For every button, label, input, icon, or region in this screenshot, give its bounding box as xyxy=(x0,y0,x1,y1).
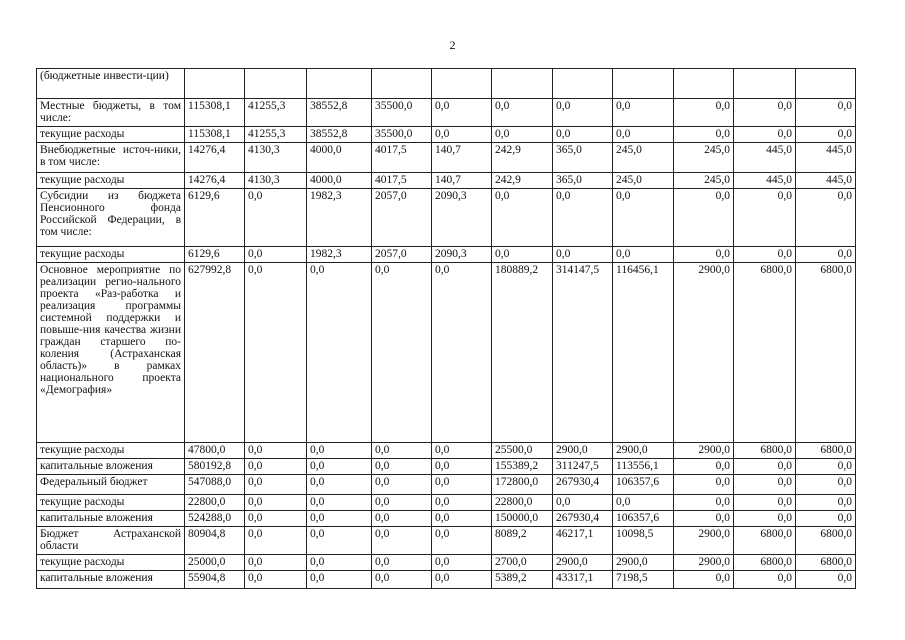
table-cell: 0,0 xyxy=(307,555,372,571)
table-cell: 0,0 xyxy=(245,495,307,511)
table-cell: 0,0 xyxy=(245,571,307,589)
table-cell: 580192,8 xyxy=(185,459,245,475)
table-cell: 267930,4 xyxy=(553,511,613,527)
table-cell: 4000,0 xyxy=(307,173,372,189)
table-cell: 0,0 xyxy=(372,571,432,589)
table-cell: 6800,0 xyxy=(796,555,856,571)
row-label: Субсидии из бюджета Пенсионного фонда Российской Федерации, в том числе: xyxy=(37,189,185,247)
row-label: текущие расходы xyxy=(37,173,185,189)
table-cell: 0,0 xyxy=(553,247,613,263)
table-cell: 0,0 xyxy=(432,555,492,571)
table-cell: 0,0 xyxy=(372,263,432,443)
table-cell: 0,0 xyxy=(372,459,432,475)
table-cell: 0,0 xyxy=(613,99,674,127)
table-cell: 0,0 xyxy=(796,511,856,527)
table-cell: 0,0 xyxy=(307,475,372,495)
table-cell: 365,0 xyxy=(553,173,613,189)
table-cell: 106357,6 xyxy=(613,475,674,495)
row-label: (бюджетные инвести-ции) xyxy=(37,69,185,99)
row-label: капитальные вложения xyxy=(37,511,185,527)
table-cell: 2090,3 xyxy=(432,189,492,247)
table-cell: 0,0 xyxy=(734,475,796,495)
table-row xyxy=(37,189,856,247)
table-cell: 0,0 xyxy=(674,495,734,511)
table-cell: 6129,6 xyxy=(185,247,245,263)
table-cell: 245,0 xyxy=(613,173,674,189)
table-cell xyxy=(553,69,613,99)
table-cell: 0,0 xyxy=(674,247,734,263)
table-cell: 1982,3 xyxy=(307,189,372,247)
row-label: капитальные вложения xyxy=(37,571,185,589)
table-cell: 6129,6 xyxy=(185,189,245,247)
table-cell: 8089,2 xyxy=(492,527,553,555)
table-cell: 0,0 xyxy=(613,247,674,263)
row-label: Федеральный бюджет xyxy=(37,475,185,495)
table-cell: 5389,2 xyxy=(492,571,553,589)
page-number: 2 xyxy=(449,38,456,52)
table-cell: 547088,0 xyxy=(185,475,245,495)
table-cell: 38552,8 xyxy=(307,99,372,127)
table-cell: 0,0 xyxy=(245,459,307,475)
table-cell xyxy=(613,69,674,99)
table-cell: 0,0 xyxy=(245,263,307,443)
table-cell: 0,0 xyxy=(372,555,432,571)
table-cell: 0,0 xyxy=(245,189,307,247)
table-cell: 2700,0 xyxy=(492,555,553,571)
table-cell: 0,0 xyxy=(796,189,856,247)
table-cell: 0,0 xyxy=(245,443,307,459)
table-cell: 0,0 xyxy=(674,127,734,143)
table-cell xyxy=(245,69,307,99)
table-row xyxy=(37,571,856,589)
table-cell: 4000,0 xyxy=(307,143,372,173)
table-cell: 6800,0 xyxy=(796,443,856,459)
table-cell: 445,0 xyxy=(734,173,796,189)
table-cell: 140,7 xyxy=(432,143,492,173)
table-cell: 4017,5 xyxy=(372,173,432,189)
table-cell: 6800,0 xyxy=(796,527,856,555)
table-cell: 35500,0 xyxy=(372,99,432,127)
table-cell: 22800,0 xyxy=(185,495,245,511)
table-cell xyxy=(796,69,856,99)
table-cell: 0,0 xyxy=(796,127,856,143)
table-cell: 0,0 xyxy=(245,555,307,571)
table-cell: 106357,6 xyxy=(613,511,674,527)
table-cell xyxy=(372,69,432,99)
row-label: Основное мероприятие по реализации регио-нального проекта «Раз-работка и реализация программы системной поддержки и повыше-ния качества жизни граждан старшего по-коления (Астраханская область)» в рамках национального проекта «Демография» xyxy=(37,263,185,443)
table-cell xyxy=(674,69,734,99)
table-cell: 113556,1 xyxy=(613,459,674,475)
table-cell: 445,0 xyxy=(734,143,796,173)
table-cell: 2090,3 xyxy=(432,247,492,263)
table-cell xyxy=(432,69,492,99)
table-row xyxy=(37,475,856,495)
table-cell: 0,0 xyxy=(432,511,492,527)
table-cell: 242,9 xyxy=(492,143,553,173)
table-cell: 2057,0 xyxy=(372,189,432,247)
table-cell: 314147,5 xyxy=(553,263,613,443)
table-cell: 2900,0 xyxy=(613,443,674,459)
table-cell: 445,0 xyxy=(796,143,856,173)
table-body xyxy=(37,69,856,589)
table-cell: 0,0 xyxy=(307,511,372,527)
table-cell: 4130,3 xyxy=(245,173,307,189)
table-cell: 0,0 xyxy=(432,127,492,143)
table-cell: 0,0 xyxy=(796,475,856,495)
table-cell: 0,0 xyxy=(613,127,674,143)
table-cell: 47800,0 xyxy=(185,443,245,459)
table-cell: 0,0 xyxy=(372,511,432,527)
table-cell: 6800,0 xyxy=(734,527,796,555)
row-label: Внебюджетные источ-ники, в том числе: xyxy=(37,143,185,173)
table-cell: 0,0 xyxy=(307,495,372,511)
table-cell: 172800,0 xyxy=(492,475,553,495)
table-cell: 0,0 xyxy=(674,475,734,495)
table-row xyxy=(37,69,856,99)
table-cell: 0,0 xyxy=(796,571,856,589)
table-cell: 0,0 xyxy=(734,495,796,511)
table-row xyxy=(37,263,856,443)
row-label: текущие расходы xyxy=(37,127,185,143)
table-cell: 41255,3 xyxy=(245,127,307,143)
table-row xyxy=(37,127,856,143)
table-cell: 0,0 xyxy=(492,127,553,143)
table-cell: 43317,1 xyxy=(553,571,613,589)
table-cell: 0,0 xyxy=(245,475,307,495)
table-cell: 0,0 xyxy=(432,571,492,589)
table-cell: 41255,3 xyxy=(245,99,307,127)
table-cell: 0,0 xyxy=(372,475,432,495)
table-cell: 445,0 xyxy=(796,173,856,189)
table-cell: 14276,4 xyxy=(185,143,245,173)
table-cell: 311247,5 xyxy=(553,459,613,475)
table-cell: 2900,0 xyxy=(674,555,734,571)
table-cell: 2900,0 xyxy=(553,555,613,571)
table-cell xyxy=(307,69,372,99)
table-cell: 0,0 xyxy=(796,459,856,475)
table-cell xyxy=(734,69,796,99)
table-cell: 0,0 xyxy=(553,495,613,511)
table-cell: 0,0 xyxy=(492,99,553,127)
table-cell: 0,0 xyxy=(492,247,553,263)
row-label: текущие расходы xyxy=(37,247,185,263)
budget-table xyxy=(36,68,856,589)
row-label: текущие расходы xyxy=(37,443,185,459)
table-cell: 524288,0 xyxy=(185,511,245,527)
table-cell: 0,0 xyxy=(432,99,492,127)
table-cell xyxy=(185,69,245,99)
table-cell: 6800,0 xyxy=(734,263,796,443)
table-cell: 116456,1 xyxy=(613,263,674,443)
table-cell: 0,0 xyxy=(372,495,432,511)
table-cell: 0,0 xyxy=(432,527,492,555)
table-cell: 0,0 xyxy=(553,189,613,247)
table-cell: 0,0 xyxy=(674,571,734,589)
table-cell: 0,0 xyxy=(613,189,674,247)
table-row xyxy=(37,99,856,127)
table-cell: 22800,0 xyxy=(492,495,553,511)
table-cell: 0,0 xyxy=(734,189,796,247)
table-cell: 155389,2 xyxy=(492,459,553,475)
table-cell: 0,0 xyxy=(245,527,307,555)
table-cell: 0,0 xyxy=(734,247,796,263)
table-cell: 0,0 xyxy=(674,459,734,475)
table-cell: 35500,0 xyxy=(372,127,432,143)
table-cell: 0,0 xyxy=(553,127,613,143)
table-cell: 2900,0 xyxy=(674,443,734,459)
table-row xyxy=(37,527,856,555)
table-cell: 0,0 xyxy=(432,459,492,475)
table-cell: 25500,0 xyxy=(492,443,553,459)
table-cell: 0,0 xyxy=(492,189,553,247)
table-cell: 0,0 xyxy=(307,527,372,555)
table-cell xyxy=(492,69,553,99)
table-cell: 55904,8 xyxy=(185,571,245,589)
table-cell: 25000,0 xyxy=(185,555,245,571)
table-cell: 0,0 xyxy=(796,495,856,511)
row-label: капитальные вложения xyxy=(37,459,185,475)
table-cell: 2900,0 xyxy=(674,527,734,555)
table-cell: 2057,0 xyxy=(372,247,432,263)
row-label: текущие расходы xyxy=(37,555,185,571)
table-cell: 2900,0 xyxy=(613,555,674,571)
table-cell: 180889,2 xyxy=(492,263,553,443)
table-row xyxy=(37,173,856,189)
row-label: текущие расходы xyxy=(37,495,185,511)
table-cell: 2900,0 xyxy=(674,263,734,443)
table-cell: 0,0 xyxy=(734,511,796,527)
table-cell: 0,0 xyxy=(553,99,613,127)
table-cell: 0,0 xyxy=(674,511,734,527)
table-cell: 14276,4 xyxy=(185,173,245,189)
table-cell: 6800,0 xyxy=(796,263,856,443)
table-row xyxy=(37,459,856,475)
table-cell: 0,0 xyxy=(734,127,796,143)
table-cell: 2900,0 xyxy=(553,443,613,459)
table-cell: 0,0 xyxy=(432,263,492,443)
row-label: Бюджет Астраханской области xyxy=(37,527,185,555)
table-cell: 0,0 xyxy=(372,443,432,459)
table-row xyxy=(37,511,856,527)
table-cell: 4130,3 xyxy=(245,143,307,173)
table-cell: 0,0 xyxy=(432,495,492,511)
table-cell: 38552,8 xyxy=(307,127,372,143)
table-cell: 0,0 xyxy=(432,475,492,495)
table-cell: 0,0 xyxy=(307,459,372,475)
table-cell: 1982,3 xyxy=(307,247,372,263)
table-cell: 115308,1 xyxy=(185,99,245,127)
table-cell: 0,0 xyxy=(372,527,432,555)
table-cell: 245,0 xyxy=(613,143,674,173)
table-cell: 0,0 xyxy=(796,99,856,127)
row-label: Местные бюджеты, в том числе: xyxy=(37,99,185,127)
table-cell: 245,0 xyxy=(674,173,734,189)
table-cell: 0,0 xyxy=(674,99,734,127)
table-cell: 7198,5 xyxy=(613,571,674,589)
table-cell: 0,0 xyxy=(734,571,796,589)
table-row xyxy=(37,247,856,263)
table-cell: 0,0 xyxy=(432,443,492,459)
table-row xyxy=(37,555,856,571)
table-cell: 46217,1 xyxy=(553,527,613,555)
table-cell: 245,0 xyxy=(674,143,734,173)
table-cell: 0,0 xyxy=(307,263,372,443)
table-cell: 365,0 xyxy=(553,143,613,173)
table-cell: 0,0 xyxy=(613,495,674,511)
table-cell: 6800,0 xyxy=(734,443,796,459)
table-cell: 0,0 xyxy=(307,571,372,589)
table-row xyxy=(37,495,856,511)
table-cell: 6800,0 xyxy=(734,555,796,571)
table-cell: 150000,0 xyxy=(492,511,553,527)
table-cell: 0,0 xyxy=(245,511,307,527)
table-cell: 0,0 xyxy=(674,189,734,247)
table-cell: 0,0 xyxy=(796,247,856,263)
table-cell: 242,9 xyxy=(492,173,553,189)
table-cell: 627992,8 xyxy=(185,263,245,443)
table-cell: 115308,1 xyxy=(185,127,245,143)
table-row xyxy=(37,443,856,459)
table-cell: 267930,4 xyxy=(553,475,613,495)
table-cell: 80904,8 xyxy=(185,527,245,555)
table-row xyxy=(37,143,856,173)
table-cell: 0,0 xyxy=(734,99,796,127)
table-cell: 4017,5 xyxy=(372,143,432,173)
table-cell: 0,0 xyxy=(734,459,796,475)
table-cell: 140,7 xyxy=(432,173,492,189)
table-cell: 0,0 xyxy=(245,247,307,263)
table-cell: 10098,5 xyxy=(613,527,674,555)
table-cell: 0,0 xyxy=(307,443,372,459)
